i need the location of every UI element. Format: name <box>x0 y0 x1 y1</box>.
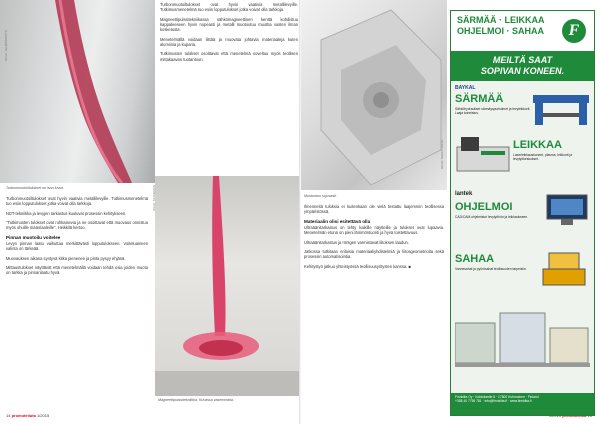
finnkilta-advertisement[interactable] <box>450 10 595 416</box>
specimen-shape <box>155 176 299 396</box>
ad-desc-ohjelmoi: CAD/CAM-ohjelmistot levytyöhön ja leikkaukseen. <box>455 215 529 219</box>
weld-seam-shape <box>0 0 155 183</box>
lantek-logo: lantek <box>455 191 473 197</box>
photo-credit-left: KUVA: LEHMÄKORTTI <box>4 30 8 61</box>
laser-cutter-icon <box>455 133 511 177</box>
subheading-col2: Pinnan muotoilu voitelee <box>6 234 61 240</box>
die-shape <box>301 0 447 190</box>
software-screen-icon <box>545 193 589 227</box>
subheading-col4: Materiaalin olisi esitettävä olla <box>304 218 371 224</box>
ad-desc-sahaa: Vannesahat ja pyörösahat teollisuuden tarpeisiin. <box>455 267 527 271</box>
forming-die-photo <box>301 0 447 190</box>
weld-photo <box>0 0 155 183</box>
ad-title-line2: OHJELMOI · SAHAA <box>457 26 545 36</box>
finnkilta-logo-icon: F <box>562 19 586 43</box>
caption-left-photo: Turbonmuotoiltulokset on ison luvun. <box>6 186 65 190</box>
ad-product-sahaa: SAHAA <box>455 253 495 265</box>
press-brake-icon <box>531 91 591 127</box>
ad-desc-sarmaa: Sähköhydrauliset särmäyspuristimet ja levyleikkurit. Laaja koneistus. <box>455 107 531 115</box>
ad-contact-footer[interactable]: Finnkilta Oy · Kokkolantie 8 · 17800 Kuhmoinen · Finland +358 40 7755 781 · info@finnkilta.fi · www.finnkilta.fi <box>451 393 594 415</box>
ad-product-leikkaa: LEIKKAA <box>513 139 562 151</box>
ad-body <box>451 81 594 411</box>
photo-credit-right: KUVA: TEKSTI KUVA <box>440 140 444 169</box>
baykal-logo: BAYKAL <box>455 85 476 91</box>
article-column-1: Turbonmuotoiltulokset ovat hyvin vaativia metallilevyille. Tutkimusmenetelmä tuo esiin lopputulokset jotka voivat olla tarkkoja. NDT-tekniikka ja levyjen tarkastus kuuluvat prosessin kehitykseen. "Tutkimusten tulokset ovat rohkaisevia ja ne osoittavat että muovaus onnistuu myös ohuille materiaaleille", Heikkilä kertoo. Pinnan muotoilu voitelee Levyn pinnan laatu vaikuttaa merkittävästi lopputulokseen. Voiteluaineen valinta on tärkeää. Muovauksen aikana syntyvä kitka pienenee ja pinta pysyy ehjänä. Mittaustulokset näyttävät että menetelmällä voidaan tehdä osia joiden muoto on tarkka ja pinnanlaatu hyvä. <box>6 196 148 276</box>
article-column-3: Ilmenneitä tuloksia ei kuitenkaan ole vielä testattu laajemmin teollisessa ympäristössä. Materiaalin olisi esitettävä olla Ultraäänitarkastus on tehty kaikille näytteille ja tulokset ovat lupaavia. Menetelmän etuna on pieni lämmöntuonti ja hyvä toistettavuus. Ultraäänitarkastus ja röntgen varmistavat liitoksen laadun. Jatkossa tutkitaan erilaisia materiaaliyhdistelmiä ja liitosgeometrioita sekä prosessin automatisointia. Kehitystyö jatkuu yhteistyössä teollisuusyritysten kanssa. ■ <box>304 204 444 269</box>
ad-slogan: MEILTÄ SAAT SOPIVAN KONEEN. <box>451 51 594 81</box>
band-saw-icon <box>539 249 589 289</box>
article-column-2: Turbonmuotoiltulokset ovat hyvin vaativia metallilevyille. Tutkimusmenetelmä tuo esiin lopputulokset jotka voivat olla tarkkoja. Magneettipulssitekniikassa sähkömagneettinen kenttä kohdistuu kappaleeseen hyvin nopeasti ja metalli muotoutuu muottia vasten ilman kosketusta. Menetelmällä voidaan liittää ja muovata johtavia materiaaleja kuten alumiinia ja kuparia. Tutkimusten tulokset osoittavat että menetelmä soveltuu myös teollisen mittakaavan tuotantoon. <box>160 2 298 62</box>
ad-desc-leikkaa: Laserleikkauskoneet, plasma, leikkurit ja levytyökeskukset. <box>513 153 573 161</box>
caption-middle-photo: Magneettipulssitekniikka. Kuvassa vasemmalla. <box>158 398 234 402</box>
photo-credit-middle: KUVA: STADEMAS <box>152 185 156 211</box>
ad-header <box>451 11 594 51</box>
caption-right-photo: Muotoutuu sujuvasti. <box>304 194 337 198</box>
machine-lineup-image <box>455 293 590 373</box>
ad-product-ohjelmoi: OHJELMOI <box>455 201 513 213</box>
left-page-footer: 14 promoteiluta 1/2015 <box>6 413 50 418</box>
pink-specimen-photo <box>155 176 299 396</box>
ad-title-line1: SÄRMÄÄ · LEIKKAA <box>457 15 545 25</box>
ad-product-sarmaa: SÄRMÄÄ <box>455 93 504 105</box>
